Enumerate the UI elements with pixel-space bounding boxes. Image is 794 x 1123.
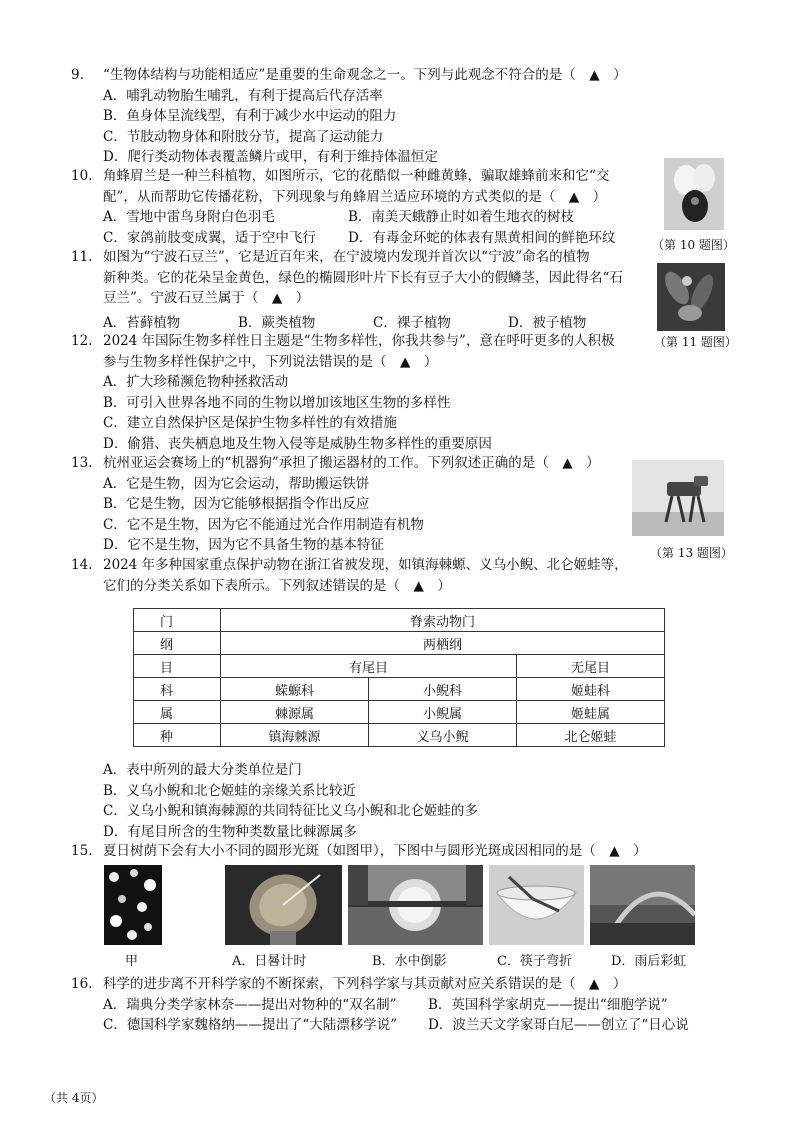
table-cell: 棘源属 — [221, 701, 369, 724]
question-stem: 夏日树荫下会有大小不同的圆形光斑（如图甲），下图中与圆形光斑成因相同的是（ ▲ ） — [103, 843, 647, 859]
question-11 — [71, 247, 648, 333]
option-b: B．可引入世界各地不同的生物以增加该地区生物的多样性 — [103, 394, 451, 411]
question-number: 15. — [71, 843, 93, 859]
question-number: 16. — [71, 976, 93, 992]
photo-caption-d: D．雨后彩虹 — [611, 954, 687, 969]
option-c: C．裸子植物 — [373, 314, 451, 331]
question-number: 12. — [71, 333, 93, 349]
photo-caption-jia: 甲 — [125, 954, 139, 969]
orchid-photo — [664, 158, 724, 230]
table-cell: 小鲵科 — [369, 678, 517, 701]
question-number: 10. — [71, 168, 93, 184]
question-stem-line2: 参与生物多样性保护之中，下列说法错误的是（ ▲ ） — [103, 353, 438, 370]
option-b: B．它是生物，因为它能够根据指令作出反应 — [103, 496, 370, 513]
robot-dog-photo — [632, 460, 724, 536]
table-header-cell: 门 — [134, 609, 221, 632]
option-d: D．偷猎、丧失栖息地及生物入侵等是威胁生物多样性的重要原因 — [103, 435, 492, 452]
figure-caption: （第 13 题图） — [650, 546, 733, 560]
option-c: C．建立自然保护区是保护生物多样性的有效措施 — [103, 415, 397, 432]
table-header-cell: 纲 — [134, 632, 221, 655]
photo-caption-c: C．筷子弯折 — [497, 954, 572, 969]
table-header-cell: 科 — [134, 678, 221, 701]
table-row — [134, 701, 665, 724]
table-cell: 姬蛙科 — [517, 678, 665, 701]
option-a: A．它是生物，因为它会运动，帮助搬运铁饼 — [103, 475, 370, 492]
option-d: D．被子植物 — [508, 314, 587, 331]
question-stem-line1: 如图为“宁波石豆兰”，它是近百年来，在宁波境内发现并首次以“宁波”命名的植物 — [103, 249, 590, 265]
question-14-options — [103, 760, 663, 842]
photo-caption-a: A．日晷计时 — [232, 954, 307, 969]
option-d: D．有毒金环蛇的体表有黑黄相间的鲜艳环纹 — [348, 229, 616, 246]
option-d: D．它不是生物，因为它不具备生物的基本特征 — [103, 537, 384, 554]
table-cell: 蝾螈科 — [221, 678, 369, 701]
question-stem-line3: 豆兰”。宁波石豆兰属于（ ▲ ） — [103, 290, 310, 307]
table-cell: 北仑姬蛙 — [517, 724, 665, 747]
question-stem-line1: 2024 年国际生物多样性日主题是“生物多样性，你我共参与”，意在呼吁更多的人积极 — [103, 333, 615, 349]
question-stem-line1: 角蜂眉兰是一种兰科植物，如图所示，它的花酷似一种雌黄蜂，骗取雄蜂前来和它“交 — [103, 168, 610, 184]
table-row — [134, 655, 665, 678]
figure-caption: （第 11 题图） — [654, 335, 737, 349]
photo-caption-b: B．水中倒影 — [372, 954, 447, 969]
question-9 — [71, 65, 643, 168]
question-stem-line1: 2024 年多种国家重点保护动物在浙江省被发现，如镇海棘螈、义乌小鲵、北仑姬蛙等， — [103, 557, 628, 573]
option-a: A．扩大珍稀濒危物种拯救活动 — [103, 374, 289, 391]
option-c: C．义乌小鲵和镇海棘源的共同特征比义乌小鲵和北仑姬蛙的多 — [103, 803, 478, 820]
option-a: A．哺乳动物胎生哺乳，有利于提高后代存活率 — [103, 87, 383, 104]
question-number: 14. — [71, 557, 93, 573]
table-header-cell: 属 — [134, 701, 221, 724]
table-cell: 姬蛙属 — [517, 701, 665, 724]
table-cell: 小鲵属 — [369, 701, 517, 724]
option-b: B．南美天蛾静止时如着生地衣的树枝 — [348, 209, 574, 226]
question-stem: “生物体结构与功能相适应”是重要的生命观念之一。下列与此观念不符合的是（ ▲ ） — [103, 67, 627, 83]
table-cell: 有尾目 — [221, 655, 517, 678]
question-number: 9. — [71, 67, 84, 83]
bridge-reflection-photo — [348, 865, 483, 945]
table-row — [134, 724, 665, 747]
question-16 — [71, 974, 703, 1036]
option-c: C．家鸽前肢变成翼，适于空中飞行 — [103, 229, 316, 246]
option-c: C．节肢动物身体和附肢分节，提高了运动能力 — [103, 128, 384, 145]
plant-photo — [657, 263, 725, 331]
question-stem-line2: 它们的分类关系如下表所示。下列叙述错误的是（ ▲ ） — [103, 577, 451, 594]
option-a: A．苔藓植物 — [103, 314, 181, 331]
option-a: A．表中所列的最大分类单位是门 — [103, 762, 302, 778]
option-d: D．爬行类动物体表覆盖鳞片或甲，有利于维持体温恒定 — [103, 149, 438, 166]
option-d: D．有尾目所含的生物种类数量比棘源属多 — [103, 823, 357, 840]
option-b: B．蕨类植物 — [238, 314, 316, 331]
table-row — [134, 632, 665, 655]
table-cell: 义乌小鲵 — [369, 724, 517, 747]
table-cell: 无尾目 — [517, 655, 665, 678]
option-c: C．德国科学家魏格纳——提出了“大陆漂移学说” — [103, 1017, 398, 1034]
chopstick-bowl-photo — [489, 865, 584, 945]
table-row — [134, 609, 665, 632]
classification-table — [133, 608, 665, 747]
question-stem-line2: 新种类。它的花朵呈金黄色，绿色的椭圆形叶片下长有豆子大小的假鳞茎，因此得名“石 — [103, 269, 623, 286]
question-stem-line2: 配”，从而帮助它传播花粉，下列现象与角蜂眉兰适应环境的方式类似的是（ ▲ ） — [103, 188, 607, 205]
table-cell: 两栖纲 — [221, 632, 665, 655]
option-d: D．波兰天文学家哥白尼——创立了“日心说 — [428, 1017, 689, 1034]
table-cell: 脊索动物门 — [221, 609, 665, 632]
option-a: A．雪地中雷鸟身附白色羽毛 — [103, 209, 275, 226]
question-stem: 杭州亚运会赛场上的“机器狗”承担了搬运器材的工作。下列叙述正确的是（ ▲ ） — [103, 455, 600, 471]
page-count: （共 4页） — [44, 1091, 104, 1105]
question-number: 13. — [71, 455, 93, 471]
question-number: 11. — [71, 249, 93, 265]
question-12 — [71, 331, 648, 455]
sundial-photo — [225, 865, 342, 945]
light-spots-photo — [104, 865, 162, 945]
question-stem: 科学的进步离不开科学家的不断探索，下列科学家与其贡献对应关系错误的是（ ▲ ） — [103, 976, 627, 992]
question-10 — [71, 166, 648, 248]
option-c: C．它不是生物，因为它不能通过光合作用制造有机物 — [103, 516, 424, 533]
question-15 — [71, 841, 693, 862]
table-header-cell: 目 — [134, 655, 221, 678]
figure-caption: （第 10 题图） — [652, 238, 735, 252]
option-b: B．英国科学家胡克——提出“细胞学说” — [428, 996, 668, 1013]
option-a: A．瑞典分类学家林奈——提出对物种的“双名制” — [103, 996, 397, 1013]
table-header-cell: 种 — [134, 724, 221, 747]
table-row — [134, 678, 665, 701]
option-b: B．义乌小鲵和北仑姬蛙的亲缘关系比较近 — [103, 782, 356, 799]
question-13 — [71, 453, 643, 556]
table-cell: 镇海棘源 — [221, 724, 369, 747]
question-14 — [71, 555, 683, 596]
rainbow-photo — [590, 865, 695, 945]
option-b: B．鱼身体呈流线型，有利于减少水中运动的阻力 — [103, 108, 397, 125]
